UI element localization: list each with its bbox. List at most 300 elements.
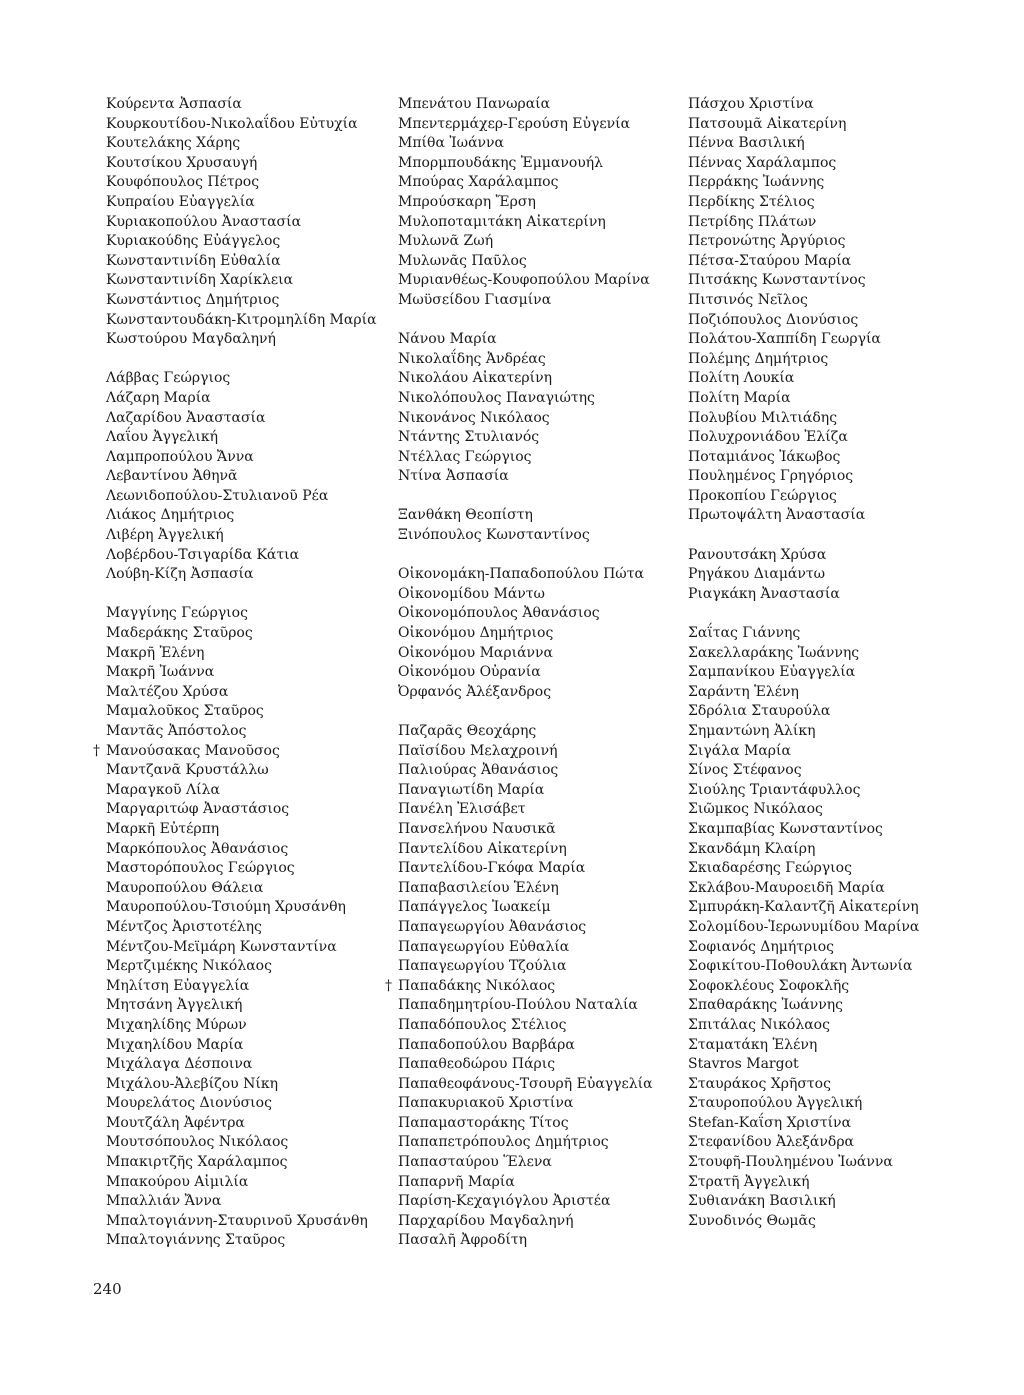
list-item [106,1192,396,1212]
person-name: Μπεντερμάχερ-Γερούση Εὐγενία [398,115,631,132]
person-name: Παρχαρίδου Μαγδαληνή [398,1212,574,1229]
person-name: Ξανθάκη Θεοπίστη [398,507,533,524]
list-item [688,1075,988,1095]
person-name: Οἰκονομίδου Μάντω [398,585,545,602]
list-item [398,604,688,624]
list-item [688,1055,988,1075]
person-name: Παντελίδου Αἰκατερίνη [398,840,567,857]
person-name: Σπαθαράκης Ἰωάννης [688,997,843,1014]
person-name: Σκλάβου-Μαυροειδῆ Μαρία [688,879,885,896]
list-item [398,879,688,899]
person-name: Λιάκος Δημήτριος [106,507,235,524]
person-name: Λούβη-Κίζη Ἀσπασία [106,566,254,583]
list-item [398,624,688,644]
person-name: Μουτζάλη Ἀφέντρα [106,1114,245,1131]
person-name: Πετρονώτης Ἀργύριος [688,233,846,250]
name-group [93,604,396,1251]
list-item [688,761,988,781]
list-item [398,722,688,742]
person-name: Σολομίδου-Ἱερωνυμίδου Μαρίνα [688,918,920,935]
person-name: Σταυράκος Χρῆστος [688,1075,831,1092]
person-name: Σκανδάμη Κλαίρη [688,840,816,857]
list-item [688,879,988,899]
person-name: Παπαγεωργίου Ἀθανάσιος [398,918,587,935]
person-name: Μακρῆ Ἰωάννα [106,664,215,681]
list-item [106,977,396,997]
list-item [398,820,688,840]
list-item [106,1153,396,1173]
name-group [688,624,988,1231]
list-item [688,428,988,448]
person-name: Ριαγκάκη Ἀναστασία [688,585,840,602]
list-item [106,624,396,644]
list-item [688,663,988,683]
person-name: Μιχάλαγα Δέσποινα [106,1056,253,1073]
list-item [688,389,988,409]
person-name: Κουτσίκου Χρυσαυγή [106,154,258,171]
list-item [398,1075,688,1095]
person-name: Πουλημένος Γρηγόριος [688,468,854,485]
person-name: Μαρκῆ Εὐτέρπη [106,820,220,837]
person-name: Περράκης Ἰωάννης [688,174,825,191]
list-item [688,448,988,468]
person-name: Λεωνιδοπούλου-Στυλιανοῦ Ρέα [106,487,329,504]
person-name: Σακελλαράκης Ἰωάννης [688,644,860,661]
list-item [688,134,988,154]
person-name: Μπενάτου Πανωραία [398,96,551,112]
person-name: Μπαλτογιάννης Σταῦρος [106,1232,286,1249]
list-item [398,1055,688,1075]
person-name: Μιχαηλίδου Μαρία [106,1036,244,1053]
person-name: Σκαμπαβίας Κωνσταντίνος [688,820,883,837]
list-item [398,859,688,879]
list-item [688,1016,988,1036]
person-name: Μουτσόπουλος Νικόλαος [106,1134,289,1151]
list-item [688,938,988,958]
person-name: Ὀρφανός Ἀλέξανδρος [398,683,552,700]
person-name: Κωνσταντινίδη Εὐθαλία [106,252,281,269]
list-item [688,585,988,605]
list-item [398,232,688,252]
list-item [106,1114,396,1134]
person-name: Σοφιανός Δημήτριος [688,938,835,955]
person-name: Σταυροπούλου Ἀγγελική [688,1095,863,1112]
name-group [106,369,396,585]
person-name: Μιχάλου-Ἀλεβίζου Νίκη [106,1075,278,1092]
list-item [398,683,688,703]
person-name: Παπαγεωργίου Τζούλια [398,958,567,975]
list-item [106,369,396,389]
person-name: Μπακούρου Αἰμιλία [106,1173,249,1190]
list-item [106,526,396,546]
deceased-mark: † [93,742,100,759]
list-item [688,1192,988,1212]
list-item [398,134,688,154]
list-item [398,1212,688,1232]
person-name: Συνοδινός Θωμᾶς [688,1212,816,1229]
person-name: Παπασταύρου Ἕλενα [398,1154,552,1171]
person-name: Κωνσταντουδάκη-Κιτρομηλίδη Μαρία [106,311,377,328]
person-name: Στουφῆ-Πουλημένου Ἰωάννα [688,1154,893,1171]
list-item [688,683,988,703]
person-name: Ρανουτσάκη Χρύσα [688,546,827,563]
list-item [106,1231,396,1251]
person-name: Περδίκης Στέλιος [688,193,815,210]
person-name: Παπαδόπουλος Στέλιος [398,1016,567,1033]
list-item [398,291,688,311]
name-group [398,565,688,702]
list-item [398,1153,688,1173]
list-item [398,526,688,546]
list-item [398,1036,688,1056]
list-item [106,506,396,526]
list-item [398,467,688,487]
person-name: Πιτσινός Νεῖλος [688,291,808,308]
person-name: Stavros Margot [688,1056,799,1073]
list-item [688,467,988,487]
list-item [106,154,396,174]
list-item [688,977,988,997]
person-name: Σίνος Στέφανος [688,762,802,779]
person-name: Λιβέρη Ἀγγελική [106,527,224,544]
list-item [106,115,396,135]
list-item [106,487,396,507]
person-name: Μακρῆ Ἑλένη [106,644,205,661]
person-name: Παζαρᾶς Θεοχάρης [398,723,537,739]
person-name: Σιῶμκος Νικόλαος [688,801,823,818]
list-item [106,467,396,487]
list-item [688,957,988,977]
person-name: Μαρκόπουλος Ἀθανάσιος [106,840,289,857]
person-name: Μιχαηλίδης Μύρων [106,1016,247,1033]
list-item [398,898,688,918]
list-item [688,154,988,174]
person-name: Μυλωνᾶ Ζωή [398,233,494,250]
person-name: Σοφικίτου-Ποθουλάκη Ἀντωνία [688,958,913,975]
list-item [398,1094,688,1114]
person-name: Παπαθεοδώρου Πάρις [398,1056,556,1073]
person-name: Μαγγίνης Γεώργιος [106,605,248,622]
list-item [688,800,988,820]
list-item [398,800,688,820]
name-group [398,95,688,311]
person-name: Πέτσα-Σταύρου Μαρία [688,252,852,269]
list-item [688,95,988,115]
list-item [398,565,688,585]
list-item [398,996,688,1016]
list-item [106,996,396,1016]
person-name: Νικολόπουλος Παναγιώτης [398,389,595,406]
person-name: Σκιαδαρέσης Γεώργιος [688,860,852,877]
person-name: Ποταμιάνος Ἰάκωβος [688,448,841,465]
person-name: Λαμπροπούλου Ἄννα [106,448,254,465]
person-name: Λάζαρη Μαρία [106,389,211,406]
list-item [398,918,688,938]
person-name: Μερτζιμέκης Νικόλαος [106,958,272,975]
list-item [688,271,988,291]
list-item [398,389,688,409]
list-item [106,898,396,918]
person-name: Πάσχου Χριστίνα [688,96,814,112]
list-item [106,1036,396,1056]
person-name: Λαζαρίδου Ἀναστασία [106,409,266,426]
list-item [106,663,396,683]
list-item [106,1173,396,1193]
person-name: Συθιανάκη Βασιλική [688,1193,836,1210]
person-name: Κωνστάντιος Δημήτριος [106,291,280,308]
person-name: Κουρκουτίδου-Νικολαΐδου Εὐτυχία [106,115,358,132]
name-column-3 [688,95,988,1251]
person-name: Παπαβασιλείου Ἑλένη [398,879,559,896]
person-name: Μαργαριτώφ Ἀναστάσιος [106,801,290,818]
list-item [398,840,688,860]
list-item [688,702,988,722]
person-name: Μπαλλιάν Ἄννα [106,1193,222,1210]
person-name: Μαντᾶς Ἀπόστολος [106,723,247,739]
list-item [398,663,688,683]
list-item [688,1133,988,1153]
person-name: Μαυροπούλου-Τσιούμη Χρυσάνθη [106,899,346,916]
person-name: Πασαλῆ Ἀφροδίτη [398,1232,528,1249]
list-item [106,330,396,350]
person-name: Ντέλλας Γεώργιος [398,448,532,465]
person-name: Σοφοκλέους Σοφοκλῆς [688,977,850,994]
page-number: 240 [93,1280,122,1298]
list-item [398,1016,688,1036]
list-item [688,644,988,664]
list-item [106,644,396,664]
list-item [398,781,688,801]
person-name: Μαδεράκης Σταῦρος [106,625,253,642]
person-name: Μαυροπούλου Θάλεια [106,879,264,896]
list-item [106,604,396,624]
person-name: Σημαντώνη Ἀλίκη [688,723,816,739]
list-item [688,624,988,644]
list-item [688,722,988,742]
list-item [688,409,988,429]
list-item [106,1075,396,1095]
list-item [106,448,396,468]
person-name: Μυλοποταμιτάκη Αἰκατερίνη [398,213,606,230]
list-item [106,1212,396,1232]
person-name: Παπάγγελος Ἰωακείμ [398,899,551,916]
person-name: Πέννα Βασιλική [688,135,805,152]
person-name: Μπίθα Ἰωάννα [398,135,504,152]
list-item [106,173,396,193]
person-name: Οἰκονόμου Οὐρανία [398,664,541,681]
person-name: Κυπραίου Εὐαγγελία [106,193,255,210]
list-item [106,957,396,977]
list-item [106,800,396,820]
list-item [106,938,396,958]
list-item [688,232,988,252]
list-item [688,742,988,762]
person-name: Νικονάνος Νικόλαος [398,409,550,426]
person-name: Παρίση-Κεχαγιόγλου Ἀριστέα [398,1193,611,1210]
list-item [385,977,688,997]
person-name: Παπαμαστοράκης Τίτος [398,1114,569,1131]
list-item [106,213,396,233]
list-item [398,506,688,526]
person-name: Οἰκονομάκη-Παπαδοπούλου Πώτα [398,566,644,583]
person-name: Μητσάνη Ἀγγελική [106,997,243,1014]
list-item [398,271,688,291]
list-item [106,565,396,585]
person-name: Μωϋσείδου Γιασμίνα [398,291,552,308]
list-item [688,350,988,370]
name-group [106,95,396,350]
list-item [398,761,688,781]
person-name: Προκοπίου Γεώργιος [688,487,837,504]
list-item [398,448,688,468]
list-item [398,742,688,762]
person-name: Οἰκονόμου Δημήτριος [398,625,554,642]
list-item [688,252,988,272]
name-column-1 [93,95,396,1271]
person-name: Σμπυράκη-Καλαντζῆ Αἰκατερίνη [688,899,919,916]
person-name: Μπρούσκαρη Ἔρση [398,193,536,210]
person-name: Σταματάκη Ἑλένη [688,1036,818,1053]
person-name: Λάββας Γεώργιος [106,370,231,387]
list-item [688,1036,988,1056]
list-item [106,252,396,272]
list-item [93,742,396,762]
list-item [106,722,396,742]
list-item [688,115,988,135]
person-name: Σιγάλα Μαρία [688,742,791,759]
person-name: Πολυχρονιάδου Ἐλίζα [688,429,848,446]
person-name: Πιτσάκης Κωνσταντίνος [688,272,866,289]
person-name: Παλιούρας Ἀθανάσιος [398,762,559,779]
list-item [398,115,688,135]
person-name: Νάνου Μαρία [398,331,497,348]
person-name: Παπαθεοφάνους-Τσουρῆ Εὐαγγελία [398,1075,653,1092]
person-name: Πέννας Χαράλαμπος [688,154,837,171]
list-item [688,213,988,233]
person-name: Σαμπανίκου Εὐαγγελία [688,664,856,681]
list-item [688,1212,988,1232]
list-item [688,781,988,801]
person-name: Μυριανθέως-Κουφοπούλου Μαρίνα [398,272,650,289]
person-name: Μπακιρτζῆς Χαράλαμπος [106,1154,288,1171]
list-item [398,585,688,605]
list-item [398,1231,688,1251]
person-name: Κυριακούδης Εὐάγγελος [106,233,281,250]
person-name: Οἰκονόμου Μαριάννα [398,644,554,661]
list-item [398,1192,688,1212]
list-item [688,918,988,938]
list-item [398,1114,688,1134]
person-name: Κωστούρου Μαγδαληνή [106,331,276,348]
list-item [688,193,988,213]
list-item [106,840,396,860]
person-name: Ρηγάκου Διαμάντω [688,566,826,583]
person-name: Ποζιόπουλος Διονύσιος [688,311,859,328]
person-name: Κωνσταντινίδη Χαρίκλεια [106,272,294,289]
person-name: Παπαγεωργίου Εὐθαλία [398,938,570,955]
person-name: Νικολάου Αἰκατερίνη [398,370,553,387]
person-name: Μανούσακας Μανοῦσος [106,742,280,759]
list-item [688,311,988,331]
person-name: Σαράντη Ἑλένη [688,683,799,700]
person-name: Παντελίδου-Γκόφα Μαρία [398,860,586,877]
name-group [688,95,988,526]
list-item [106,95,396,115]
list-item [398,330,688,350]
list-item [106,291,396,311]
list-item [398,193,688,213]
person-name: Πετρίδης Πλάτων [688,213,817,230]
list-item [106,781,396,801]
list-item [688,1114,988,1134]
person-name: Μπαλτογιάννη-Σταυρινοῦ Χρυσάνθη [106,1212,368,1229]
list-item [398,644,688,664]
list-item [106,1094,396,1114]
list-item [106,389,396,409]
person-name: Παϊσίδου Μελαχροινή [398,742,558,759]
person-name: Πολέμης Δημήτριος [688,350,829,367]
list-item [688,898,988,918]
list-item [398,428,688,448]
deceased-mark: † [385,977,392,994]
person-name: Οἰκονομόπουλος Ἀθανάσιος [398,605,600,622]
list-item [106,702,396,722]
name-group [398,506,688,545]
list-item [106,879,396,899]
person-name: Πανσελήνου Ναυσικᾶ [398,820,556,837]
list-item [398,252,688,272]
person-name: Λεβαντίνου Ἀθηνᾶ [106,468,238,485]
name-group [688,546,988,605]
name-group [385,722,688,1251]
person-name: Παπαδοπούλου Βαρβάρα [398,1036,575,1053]
person-name: Κούρεντα Ἀσπασία [106,96,242,112]
person-name: Πανέλη Ἐλισάβετ [398,801,526,818]
list-item [106,193,396,213]
list-item [688,1094,988,1114]
list-item [106,428,396,448]
person-name: Παπαδημητρίου-Πούλου Ναταλία [398,997,638,1014]
person-name: Κυριακοπούλου Ἀναστασία [106,213,302,230]
person-name: Μαμαλοῦκος Σταῦρος [106,703,264,720]
person-name: Πατσουμᾶ Αἰκατερίνη [688,115,847,132]
person-name: Στρατῆ Ἀγγελική [688,1173,810,1190]
person-name: Μέντζος Ἀριστοτέλης [106,918,262,935]
person-name: Ξινόπουλος Κωνσταντίνος [398,527,590,544]
person-name: Λοβέρδου-Τσιγαρίδα Κάτια [106,546,300,563]
person-name: Μπορμπουδάκης Ἐμμανουήλ [398,154,604,171]
person-name: Ντάντης Στυλιανός [398,429,540,446]
list-item [398,213,688,233]
person-name: Σδρόλια Σταυρούλα [688,703,831,720]
person-name: Μαστορόπουλος Γεώργιος [106,860,295,877]
list-item [688,369,988,389]
person-name: Παπαπετρόπουλος Δημήτριος [398,1134,609,1151]
list-item [106,820,396,840]
person-name: Σπιτάλας Νικόλαος [688,1016,830,1033]
name-group [398,330,688,487]
name-column-2 [385,95,688,1271]
list-item [106,1133,396,1153]
list-item [688,820,988,840]
person-name: Μέντζου-Μεϊμάρη Κωνσταντίνα [106,938,337,955]
person-name: Παναγιωτίδη Μαρία [398,781,545,798]
list-item [398,409,688,429]
list-item [688,565,988,585]
list-item [688,840,988,860]
list-item [398,154,688,174]
list-item [688,996,988,1016]
